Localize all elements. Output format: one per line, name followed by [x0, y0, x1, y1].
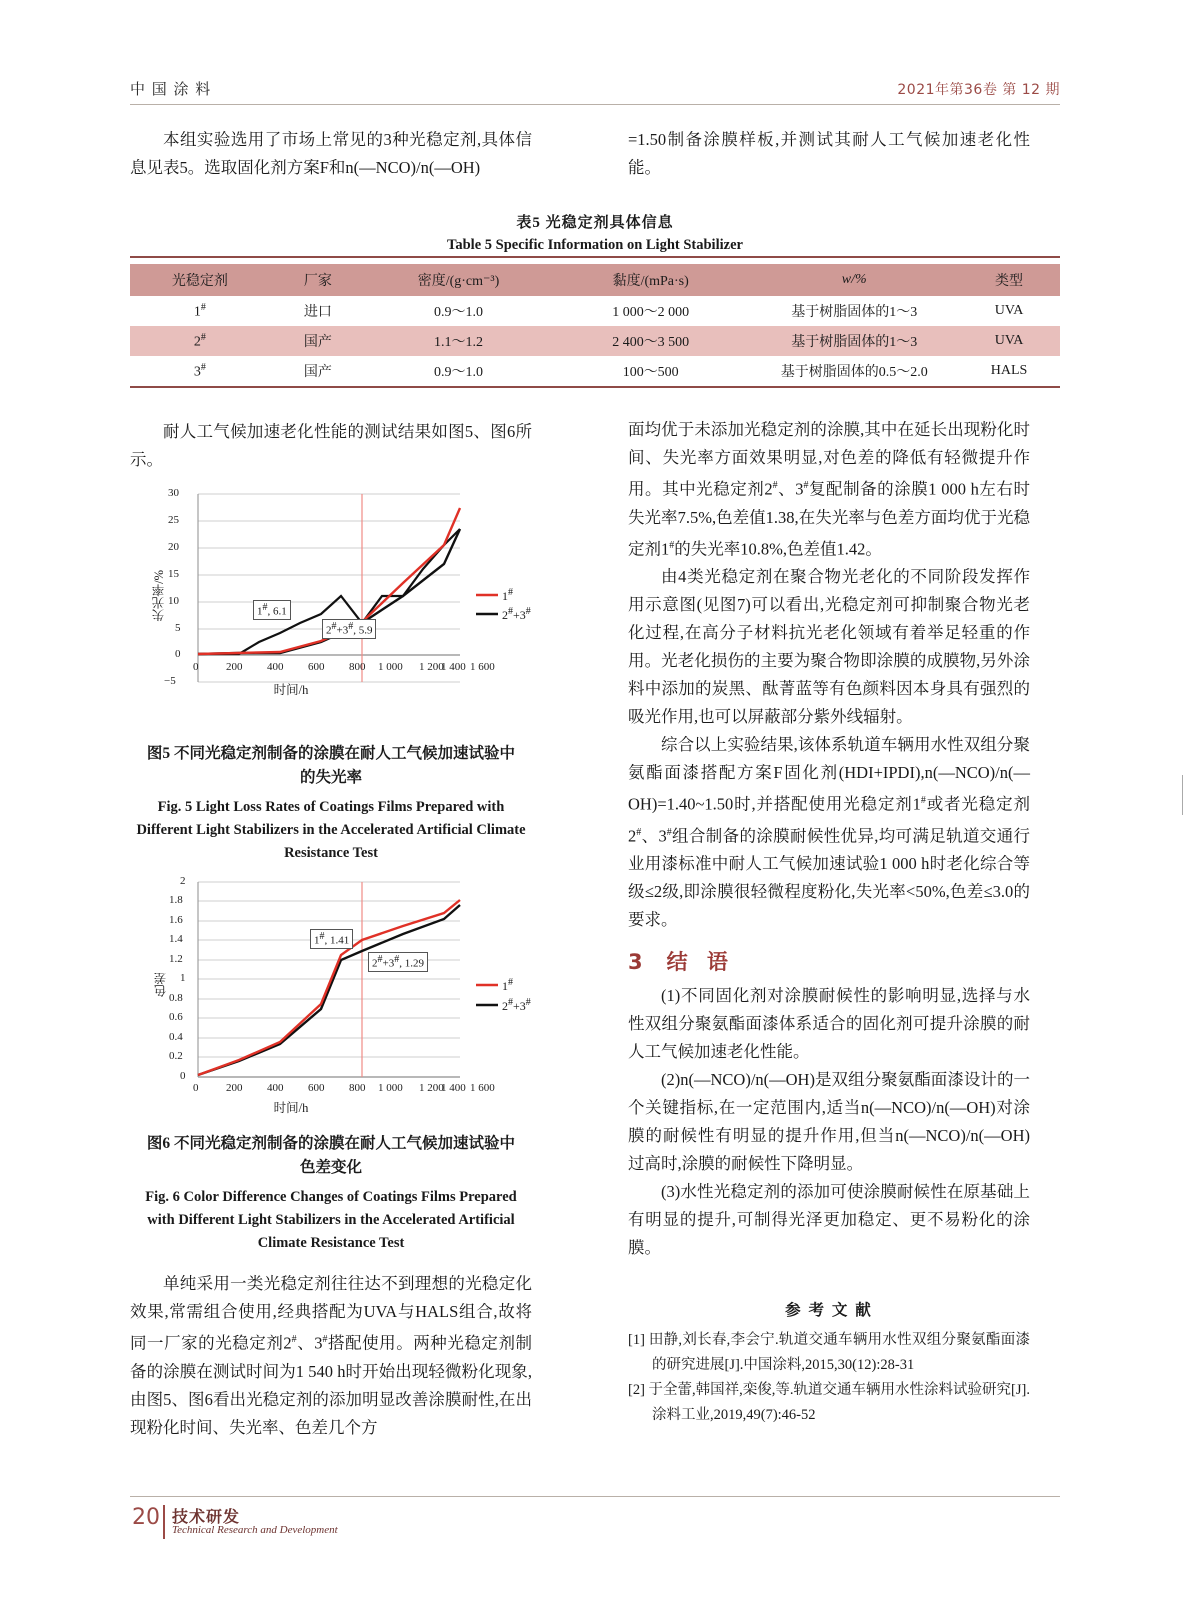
paragraph: 单纯采用一类光稳定剂往往达不到理想的光稳定化效果,常需组合使用,经典搭配为UVA与HALS组合,故将同一厂家的光稳定剂2#、3#搭配使用。两种光稳定剂制备的涂膜在测试时间为1 540 h时开始出现轻微粉化现象,由图5、图6看出光稳定剂的添加明显改善涂膜耐性,在出现粉化时间、失光率、色差几个方 — [130, 1274, 533, 1437]
table-bottom-rule — [130, 386, 1060, 388]
table-row — [130, 296, 1060, 326]
th-0: 光稳定剂 — [130, 264, 270, 296]
cell: 基于树脂固体的1～3 — [791, 305, 918, 320]
page-edge-mark — [1182, 775, 1183, 815]
figure5-caption-cn-1: 图5 不同光稳定剂制备的涂膜在耐人工气候加速试验中 — [146, 745, 516, 762]
fig5-xtick: 600 — [308, 661, 325, 673]
fig5-ytick: −5 — [164, 675, 176, 687]
fig5-ytick: 15 — [168, 568, 179, 580]
figure6-caption-cn-1: 图6 不同光稳定剂制备的涂膜在耐人工气候加速试验中 — [146, 1135, 516, 1152]
figure5-caption — [130, 742, 532, 865]
fig6-ytick: 0.6 — [169, 1011, 183, 1023]
left-column-top — [130, 126, 532, 182]
section-title: 结 语 — [666, 950, 734, 974]
table5-caption-cn: 表5 光稳定剂具体信息 — [516, 215, 674, 231]
fig5-ytick: 25 — [168, 514, 179, 526]
cell: 100～500 — [622, 365, 679, 380]
fig6-xtick: 1 400 — [441, 1082, 466, 1094]
fig5-xtick: 1 600 — [470, 661, 495, 673]
fig6-ytick: 1 — [180, 972, 186, 984]
fig6-ytick: 0.8 — [169, 992, 183, 1004]
references-title: 参 考 文 献 — [785, 1302, 873, 1319]
fig5-legend-2: 2#+3# — [502, 606, 531, 622]
fig5-ytick: 20 — [168, 541, 179, 553]
cell: 2# — [130, 326, 270, 356]
fig6-ylabel: 色差 — [154, 972, 168, 997]
cell: 1 000～2 000 — [612, 305, 690, 320]
footer-accent-bar — [163, 1505, 165, 1539]
cell: HALS — [990, 363, 1028, 378]
table-row — [130, 326, 1060, 356]
paragraph: (1)不同固化剂对涂膜耐候性的影响明显,选择与水性双组分聚氨酯面漆体系适合的固化剂可提升涂膜的耐人工气候加速老化性能。 — [628, 986, 1030, 1061]
cell: 进口 — [303, 305, 332, 320]
fig6-ytick: 0.4 — [169, 1031, 183, 1043]
fig5-xtick: 0 — [193, 661, 199, 673]
cell: 0.9～1.0 — [434, 305, 483, 320]
fig6-ytick: 1.4 — [169, 933, 183, 945]
journal-name: 中 国 涂 料 — [130, 80, 212, 98]
left-column-bottom — [130, 1270, 532, 1442]
cell: 3# — [193, 361, 206, 380]
section-heading — [628, 946, 1030, 976]
cell: 0.9～1.0 — [434, 365, 483, 380]
footer-divider — [130, 1496, 1060, 1497]
cell: 1.1～1.2 — [366, 326, 551, 356]
cell: 1# — [193, 301, 206, 320]
fig5-annotation-2: 2#+3#, 5.9 — [322, 619, 376, 639]
reference-item: [2] 于全蕾,韩国祥,栾俊,等.轨道交通车辆用水性涂料试验研究[J].涂料工业,2019,49(7):46-52 — [628, 1382, 1030, 1423]
fig6-xtick: 400 — [267, 1082, 284, 1094]
fig6-annotation-1: 1#, 1.41 — [310, 929, 353, 949]
fig6-xtick: 0 — [193, 1082, 199, 1094]
table-top-rule — [130, 256, 1060, 258]
cell: UVA — [958, 326, 1060, 356]
fig6-xtick: 1 600 — [470, 1082, 495, 1094]
fig6-svg — [130, 872, 532, 1112]
th-1: 厂家 — [270, 264, 366, 296]
cell: UVA — [994, 303, 1024, 318]
fig6-ytick: 1.8 — [169, 894, 183, 906]
fig6-xtick: 200 — [226, 1082, 243, 1094]
page-header — [130, 78, 1060, 99]
fig6-ytick: 1.2 — [169, 953, 183, 965]
right-column-body — [628, 416, 1030, 1262]
fig6-xtick: 600 — [308, 1082, 325, 1094]
th-3: 黏度/(mPa·s) — [551, 264, 750, 296]
fig6-xtick: 1 200 — [419, 1082, 444, 1094]
fig6-ytick: 1.6 — [169, 914, 183, 926]
fig6-xtick: 1 000 — [378, 1082, 403, 1094]
th-5: 类型 — [958, 264, 1060, 296]
figure6-chart — [130, 872, 532, 1115]
paragraph: =1.50制备涂膜样板,并测试其耐人工气候加速老化性能。 — [628, 130, 1030, 177]
fig6-ytick: 2 — [180, 875, 186, 887]
fig5-xtick: 1 200 — [419, 661, 444, 673]
references-block — [628, 1298, 1030, 1428]
figure5-caption-en: Fig. 5 Light Loss Rates of Coatings Films Prepared with Different Light Stabilizers in the Accelerated Artificial Climate Resistance Test — [136, 799, 526, 861]
paragraph: 面均优于未添加光稳定剂的涂膜,其中在延长出现粉化时间、失光率方面效果明显,对色差的降低有轻微提升作用。其中光稳定剂2#、3#复配制备的涂膜1 000 h左右时失光率7.5%,色差值1.38,在失光率与色差方面均优于光稳定剂1#的失光率10.8%,色差值1.42。 — [628, 420, 1031, 558]
table-header-row — [130, 264, 1060, 296]
fig5-xlabel: 时间/h — [273, 683, 309, 697]
th-2: 密度/(g·cm⁻³) — [366, 264, 551, 296]
th-4: w/% — [750, 264, 958, 296]
paragraph: 本组实验选用了市场上常见的3种光稳定剂,具体信息见表5。选取固化剂方案F和n(—NCO)/n(—OH) — [130, 130, 532, 177]
issue-info: 2021年第36卷 第 12 期 — [897, 82, 1060, 98]
paragraph: 综合以上实验结果,该体系轨道车辆用水性双组分聚氨酯面漆搭配方案F固化剂(HDI+IPDI),n(—NCO)/n(—OH)=1.40~1.50时,并搭配使用光稳定剂1#或者光稳定剂2#、3#组合制备的涂膜耐候性优异,均可满足轨道交通行业用漆标准中耐人工气候加速试验1 000 h时老化综合等级≤2级,即涂膜很轻微程度粉化,失光率<50%,色差≤3.0的要求。 — [628, 735, 1031, 929]
fig5-ytick: 5 — [175, 622, 181, 634]
left-column-para2 — [130, 418, 532, 474]
paragraph: (3)水性光稳定剂的添加可使涂膜耐候性在原基础上有明显的提升,可制得光泽更加稳定、更不易粉化的涂膜。 — [628, 1182, 1030, 1257]
table5-caption-en: Table 5 Specific Information on Light Stabilizer — [447, 237, 743, 253]
cell: 2 400～3 500 — [551, 326, 750, 356]
table5 — [130, 264, 1060, 386]
figure5-caption-cn-2: 的失光率 — [299, 769, 362, 786]
header-divider — [130, 104, 1060, 105]
fig6-xlabel: 时间/h — [273, 1101, 309, 1115]
fig5-ytick: 0 — [175, 648, 181, 660]
section-number: 3 — [628, 950, 649, 974]
paragraph: (2)n(—NCO)/n(—OH)是双组分聚氨酯面漆设计的一个关键指标,在一定范围内,适当n(—NCO)/n(—OH)对涂膜的耐候性有明显的提升作用,但当n(—NCO)/n(—OH)过高时,涂膜的耐候性下降明显。 — [628, 1070, 1030, 1173]
fig5-legend-1: 1# — [502, 587, 513, 603]
figure6-caption — [130, 1132, 532, 1255]
table5-block — [130, 212, 1060, 388]
fig6-legend-1: 1# — [502, 977, 513, 993]
figure6-caption-cn-2: 色差变化 — [299, 1159, 362, 1176]
reference-item: [1] 田静,刘长春,李会宁.轨道交通车辆用水性双组分聚氨酯面漆的研究进展[J].中国涂料,2015,30(12):28-31 — [628, 1332, 1030, 1373]
cell: 基于树脂固体的0.5～2.0 — [780, 365, 928, 380]
fig6-ytick: 0.2 — [169, 1050, 183, 1062]
fig5-xtick: 400 — [267, 661, 284, 673]
fig5-ytick: 30 — [168, 487, 179, 499]
table-row — [130, 356, 1060, 386]
paragraph: 耐人工气候加速老化性能的测试结果如图5、图6所示。 — [130, 422, 532, 469]
page-number: 20 — [132, 1505, 160, 1530]
fig5-ylabel: 失光率/% — [152, 570, 166, 622]
fig5-xtick: 1 000 — [378, 661, 403, 673]
right-column-top — [628, 126, 1030, 182]
fig5-xtick: 1 400 — [441, 661, 466, 673]
fig5-annotation-1: 1#, 6.1 — [253, 600, 291, 620]
table5-caption — [130, 212, 1060, 256]
cell: 国产 — [303, 365, 332, 380]
fig5-ytick: 10 — [168, 595, 179, 607]
cell: 基于树脂固体的1～3 — [750, 326, 958, 356]
cell: 国产 — [270, 326, 366, 356]
fig6-annotation-2: 2#+3#, 1.29 — [368, 952, 428, 972]
fig5-xtick: 200 — [226, 661, 243, 673]
fig6-ytick: 0 — [180, 1070, 186, 1082]
figure6-caption-en: Fig. 6 Color Difference Changes of Coatings Films Prepared with Different Light Stabilizers in the Accelerated Artificial Climate Resistance Test — [145, 1189, 517, 1251]
footer-section-en: Technical Research and Development — [172, 1524, 338, 1536]
fig6-xtick: 800 — [349, 1082, 366, 1094]
paragraph: 由4类光稳定剂在聚合物光老化的不同阶段发挥作用示意图(见图7)可以看出,光稳定剂可抑制聚合物光老化过程,在高分子材料抗光老化领域有着举足轻重的作用。光老化损伤的主要为聚合物即涂膜的成膜物,另外涂料中添加的炭黑、酞菁蓝等有色颜料因本身具有强烈的吸光作用,也可以屏蔽部分紫外线辐射。 — [628, 567, 1030, 726]
footer-section-cn: 技术研发 — [172, 1507, 241, 1526]
figure5-chart — [130, 482, 532, 730]
fig6-legend-2: 2#+3# — [502, 997, 531, 1013]
fig5-xtick: 800 — [349, 661, 366, 673]
